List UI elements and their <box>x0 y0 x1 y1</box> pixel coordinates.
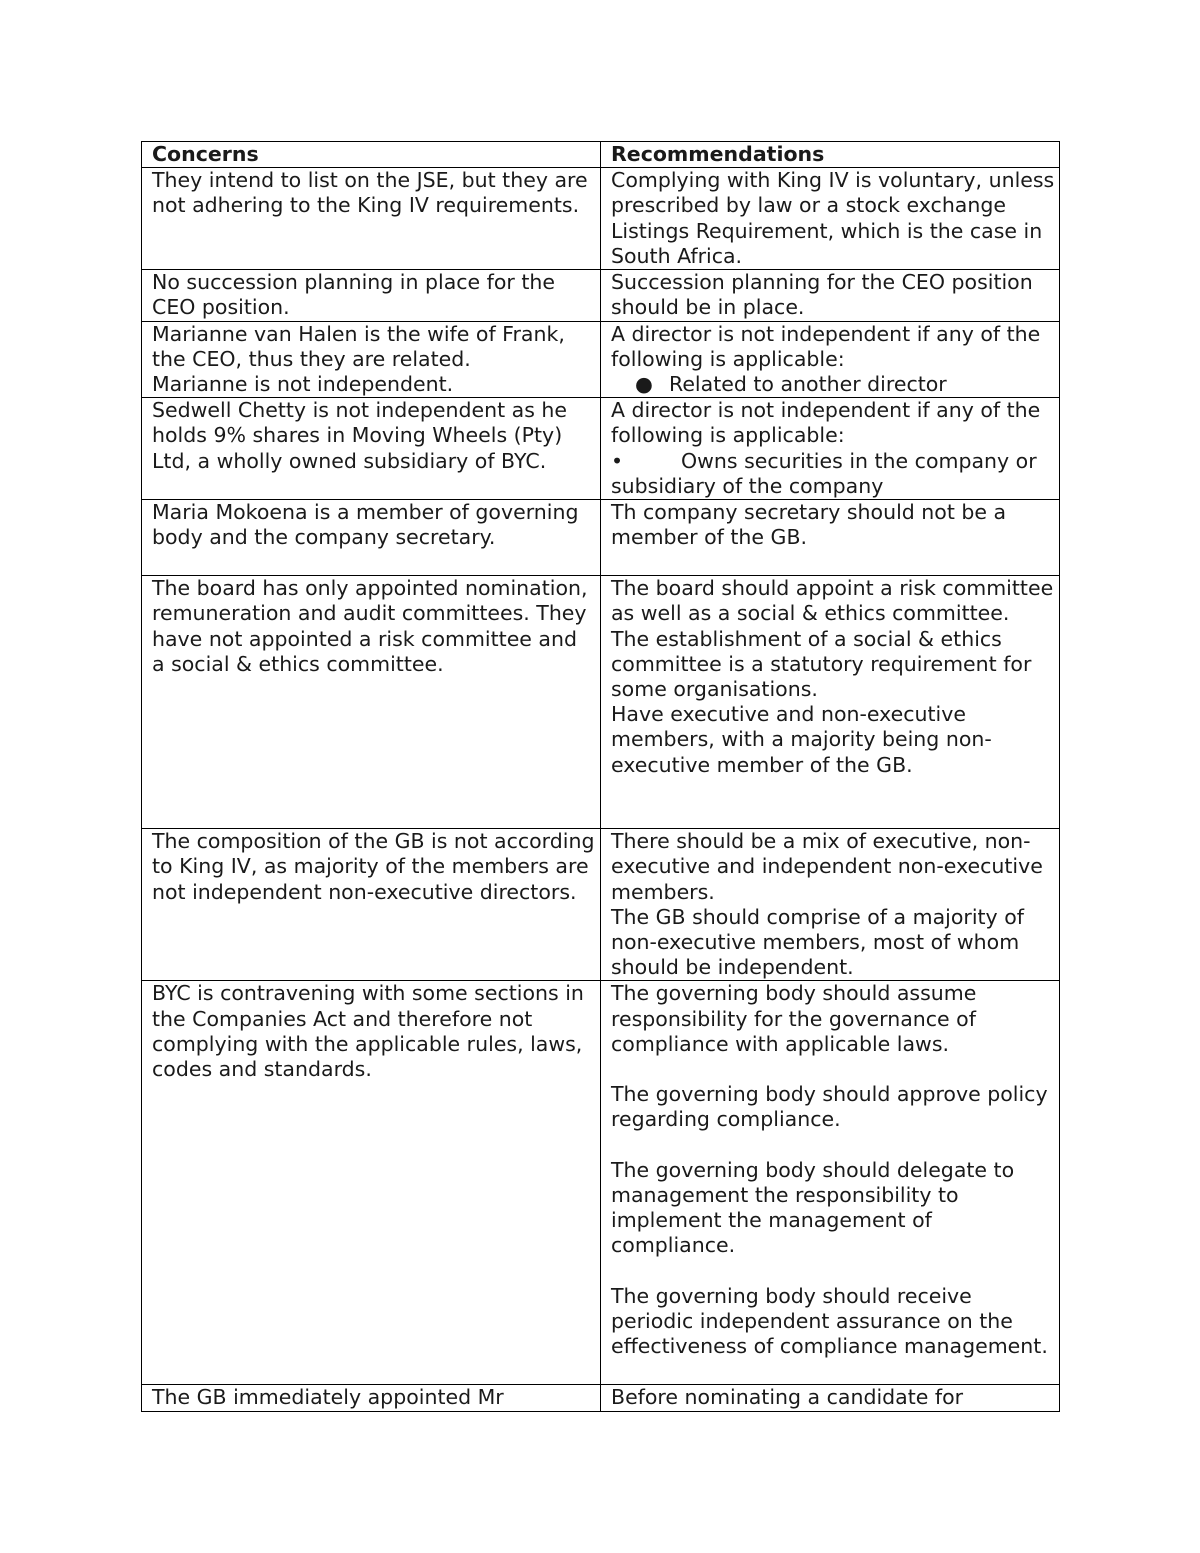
table-row <box>142 1385 1060 1412</box>
recommendation-text: The establishment of a social & ethics committee is a statutory requirement for some organisations. <box>611 626 1032 702</box>
recommendation-text: The governing body should receive periodic independent assurance on the effectiveness of compliance management. <box>611 1283 1048 1359</box>
recommendation-cell <box>601 321 1060 398</box>
recommendation-cell <box>601 168 1060 270</box>
paragraph-gap <box>611 1259 1055 1284</box>
recommendation-cell <box>601 500 1060 576</box>
bullet-icon: • <box>611 448 624 473</box>
table-row <box>142 500 1060 576</box>
concern-cell <box>142 500 601 576</box>
bullet-item <box>611 372 1055 397</box>
concern-text: The composition of the GB is not according to King IV, as majority of the members are not independent non-executive directors. <box>152 829 595 904</box>
concern-cell <box>142 168 601 270</box>
concern-cell <box>142 321 601 398</box>
recommendation-text: Th company secretary should not be a member of the GB. <box>611 500 1007 550</box>
concern-text: They intend to list on the JSE, but they are not adhering to the King IV requirements. <box>152 168 588 218</box>
concern-cell <box>142 829 601 981</box>
concerns-recommendations-table <box>141 141 1060 1412</box>
concern-text: Marianne van Halen is the wife of Frank, the CEO, thus they are related. <box>152 321 565 371</box>
recommendation-text: The GB should comprise of a majority of non-executive members, most of whom should be independent. <box>611 904 1024 980</box>
concerns-header: Concerns <box>142 142 601 168</box>
concern-cell <box>142 270 601 321</box>
concern-cell <box>142 576 601 829</box>
bullet-icon: ● <box>635 372 653 397</box>
concern-text: The board has only appointed nomination, remuneration and audit committees. They have not appointed a risk committee and a social & ethics committee. <box>152 576 588 676</box>
concern-cell <box>142 1385 601 1412</box>
recommendation-cell <box>601 981 1060 1385</box>
table-header-row <box>142 142 1060 168</box>
recommendation-cell <box>601 829 1060 981</box>
recommendation-cell <box>601 398 1060 500</box>
table-row <box>142 829 1060 981</box>
table-row <box>142 321 1060 398</box>
concern-text: The GB immediately appointed Mr <box>152 1385 504 1410</box>
recommendation-text: The governing body should approve policy regarding compliance. <box>611 1082 1048 1132</box>
recommendation-text: A director is not independent if any of the following is applicable: <box>611 398 1041 448</box>
recommendation-cell <box>601 576 1060 829</box>
bullet-text: Owns securities in the company or subsidiary of the company <box>611 448 1037 498</box>
bullet-item <box>611 449 1055 499</box>
concern-text: Maria Mokoena is a member of governing body and the company secretary. <box>152 500 579 550</box>
concern-text: Marianne is not independent. <box>152 372 454 397</box>
recommendations-header: Recommendations <box>601 142 1060 168</box>
table-row <box>142 398 1060 500</box>
table-row <box>142 576 1060 829</box>
recommendation-text: Complying with King IV is voluntary, unless prescribed by law or a stock exchange Listings Requirement, which is the case in South Africa. <box>611 168 1055 268</box>
recommendation-text: There should be a mix of executive, non-executive and independent non-executive members. <box>611 829 1043 904</box>
table-row <box>142 270 1060 321</box>
concern-text: BYC is contravening with some sections in the Companies Act and therefore not complying with the applicable rules, laws, codes and standards. <box>152 981 584 1082</box>
table-row <box>142 168 1060 270</box>
recommendation-text: A director is not independent if any of the following is applicable: <box>611 321 1041 371</box>
recommendation-text: Succession planning for the CEO position should be in place. <box>611 270 1033 320</box>
table-row <box>142 981 1060 1385</box>
recommendation-text: The governing body should assume responsibility for the governance of compliance with applicable laws. <box>611 981 977 1056</box>
concern-text: Sedwell Chetty is not independent as he holds 9% shares in Moving Wheels (Pty) Ltd, a wholly owned subsidiary of BYC. <box>152 398 568 473</box>
concern-cell <box>142 981 601 1385</box>
paragraph-gap <box>611 1133 1055 1158</box>
bullet-text: Related to another director <box>669 372 947 397</box>
recommendation-text: The governing body should delegate to management the responsibility to implement the management of compliance. <box>611 1157 1015 1258</box>
recommendation-cell <box>601 270 1060 321</box>
recommendation-text: The board should appoint a risk committee as well as a social & ethics committee. <box>611 576 1054 626</box>
recommendation-cell <box>601 1385 1060 1412</box>
concern-cell <box>142 398 601 500</box>
concern-text: No succession planning in place for the CEO position. <box>152 270 556 320</box>
recommendation-text: Before nominating a candidate for <box>611 1385 964 1410</box>
paragraph-gap <box>611 1057 1055 1082</box>
recommendation-text: Have executive and non-executive members, with a majority being non-executive member of the GB. <box>611 702 992 777</box>
